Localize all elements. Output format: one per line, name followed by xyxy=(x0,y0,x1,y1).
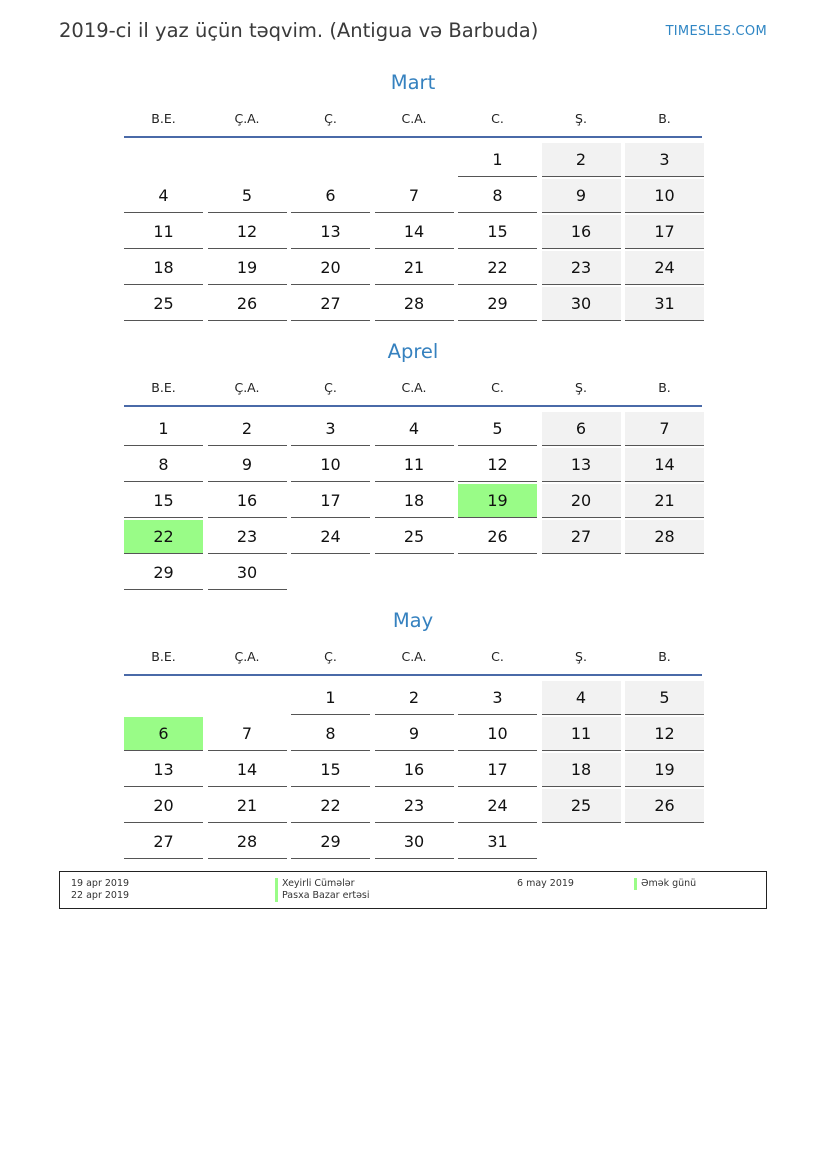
day-cell: 3 xyxy=(625,143,704,177)
day-cell: 9 xyxy=(542,179,621,213)
legend-holiday-name: Pasxa Bazar ertəsi xyxy=(282,890,370,901)
month-calendar xyxy=(124,340,702,592)
day-cell: 31 xyxy=(458,825,537,859)
day-cell: 2 xyxy=(208,412,287,446)
day-cell: 26 xyxy=(625,789,704,823)
weekday-label: C.A. xyxy=(401,111,427,126)
header-divider xyxy=(124,674,702,676)
day-cell: 2 xyxy=(542,143,621,177)
holiday-day-cell: 22 xyxy=(124,520,203,554)
day-cell: 20 xyxy=(124,789,203,823)
holiday-day-cell: 19 xyxy=(458,484,537,518)
day-cell: 27 xyxy=(124,825,203,859)
weekday-label: B. xyxy=(658,380,671,395)
empty-cell xyxy=(291,143,370,177)
day-cell: 8 xyxy=(124,448,203,482)
empty-cell xyxy=(375,143,454,177)
weekday-label: Ç.A. xyxy=(234,649,260,664)
day-cell: 8 xyxy=(291,717,370,751)
day-cell: 1 xyxy=(291,681,370,715)
day-cell: 17 xyxy=(291,484,370,518)
day-cell: 4 xyxy=(542,681,621,715)
day-cell: 1 xyxy=(124,412,203,446)
day-cell: 29 xyxy=(291,825,370,859)
day-cell: 3 xyxy=(291,412,370,446)
day-cell: 21 xyxy=(625,484,704,518)
weekday-label: B.E. xyxy=(151,649,176,664)
day-cell: 12 xyxy=(458,448,537,482)
empty-cell xyxy=(124,681,203,715)
empty-cell xyxy=(208,681,287,715)
day-cell: 30 xyxy=(375,825,454,859)
day-cell: 30 xyxy=(542,287,621,321)
weekday-label: C. xyxy=(491,380,504,395)
day-cell: 18 xyxy=(124,251,203,285)
empty-cell xyxy=(208,143,287,177)
day-cell: 20 xyxy=(291,251,370,285)
page-title: 2019-ci il yaz üçün təqvim. (Antigua və Barbuda) xyxy=(59,19,539,42)
day-cell: 5 xyxy=(625,681,704,715)
day-cell: 28 xyxy=(375,287,454,321)
day-cell: 16 xyxy=(375,753,454,787)
day-cell: 13 xyxy=(542,448,621,482)
day-cell: 16 xyxy=(542,215,621,249)
day-cell: 19 xyxy=(625,753,704,787)
month-calendar xyxy=(124,71,702,323)
holiday-day-cell: 6 xyxy=(124,717,203,751)
day-cell: 23 xyxy=(208,520,287,554)
day-cell: 25 xyxy=(375,520,454,554)
day-cell: 26 xyxy=(458,520,537,554)
weekday-header xyxy=(124,646,702,668)
day-grid xyxy=(124,412,702,592)
day-cell: 11 xyxy=(124,215,203,249)
day-cell: 15 xyxy=(291,753,370,787)
day-cell: 24 xyxy=(625,251,704,285)
day-cell: 2 xyxy=(375,681,454,715)
day-cell: 4 xyxy=(375,412,454,446)
day-cell: 10 xyxy=(458,717,537,751)
day-cell: 9 xyxy=(375,717,454,751)
weekday-label: Ç. xyxy=(324,380,337,395)
holiday-marker xyxy=(275,878,278,890)
legend-holiday-name: Əmək günü xyxy=(641,878,697,889)
empty-cell xyxy=(124,143,203,177)
weekday-header xyxy=(124,108,702,130)
day-cell: 21 xyxy=(375,251,454,285)
weekday-header xyxy=(124,377,702,399)
day-cell: 22 xyxy=(458,251,537,285)
weekday-label: C. xyxy=(491,111,504,126)
header-divider xyxy=(124,136,702,138)
day-cell: 14 xyxy=(375,215,454,249)
weekday-label: C.A. xyxy=(401,380,427,395)
day-cell: 6 xyxy=(291,179,370,213)
day-cell: 1 xyxy=(458,143,537,177)
weekday-label: Ş. xyxy=(575,111,587,126)
month-name: May xyxy=(392,609,434,632)
day-cell: 30 xyxy=(208,556,287,590)
day-cell: 17 xyxy=(625,215,704,249)
day-cell: 6 xyxy=(542,412,621,446)
day-cell: 20 xyxy=(542,484,621,518)
day-cell: 25 xyxy=(124,287,203,321)
day-cell: 11 xyxy=(542,717,621,751)
day-cell: 10 xyxy=(625,179,704,213)
day-cell: 16 xyxy=(208,484,287,518)
day-cell: 8 xyxy=(458,179,537,213)
day-cell: 5 xyxy=(458,412,537,446)
day-grid xyxy=(124,681,702,861)
weekday-label: B.E. xyxy=(151,111,176,126)
legend-date: 19 apr 2019 xyxy=(71,878,130,889)
day-cell: 27 xyxy=(542,520,621,554)
day-cell: 10 xyxy=(291,448,370,482)
site-link[interactable]: TIMESLES.COM xyxy=(665,24,767,39)
weekday-label: B.E. xyxy=(151,380,176,395)
legend-date: 6 may 2019 xyxy=(517,878,574,889)
day-cell: 19 xyxy=(208,251,287,285)
day-cell: 5 xyxy=(208,179,287,213)
day-cell: 24 xyxy=(291,520,370,554)
day-cell: 4 xyxy=(124,179,203,213)
day-cell: 21 xyxy=(208,789,287,823)
day-cell: 28 xyxy=(625,520,704,554)
month-calendar xyxy=(124,609,702,861)
legend-date: 22 apr 2019 xyxy=(71,890,130,901)
day-cell: 12 xyxy=(625,717,704,751)
day-cell: 14 xyxy=(208,753,287,787)
day-cell: 25 xyxy=(542,789,621,823)
weekday-label: Ş. xyxy=(575,380,587,395)
day-cell: 18 xyxy=(542,753,621,787)
day-cell: 26 xyxy=(208,287,287,321)
weekday-label: Ç. xyxy=(324,649,337,664)
month-name: Aprel xyxy=(387,340,439,363)
day-cell: 29 xyxy=(458,287,537,321)
weekday-label: Ç.A. xyxy=(234,380,260,395)
weekday-label: B. xyxy=(658,649,671,664)
weekday-label: Ç. xyxy=(324,111,337,126)
weekday-label: Ç.A. xyxy=(234,111,260,126)
weekday-label: B. xyxy=(658,111,671,126)
day-cell: 22 xyxy=(291,789,370,823)
day-cell: 28 xyxy=(208,825,287,859)
day-cell: 14 xyxy=(625,448,704,482)
day-cell: 7 xyxy=(375,179,454,213)
day-cell: 24 xyxy=(458,789,537,823)
header-divider xyxy=(124,405,702,407)
day-cell: 11 xyxy=(375,448,454,482)
day-cell: 23 xyxy=(375,789,454,823)
day-cell: 23 xyxy=(542,251,621,285)
day-cell: 17 xyxy=(458,753,537,787)
legend-holiday-name: Xeyirli Cümələr xyxy=(282,878,355,889)
day-cell: 13 xyxy=(124,753,203,787)
day-cell: 15 xyxy=(124,484,203,518)
holiday-marker xyxy=(634,878,637,890)
day-cell: 12 xyxy=(208,215,287,249)
weekday-label: Ş. xyxy=(575,649,587,664)
holiday-marker xyxy=(275,890,278,902)
day-cell: 3 xyxy=(458,681,537,715)
day-cell: 29 xyxy=(124,556,203,590)
day-cell: 27 xyxy=(291,287,370,321)
day-cell: 18 xyxy=(375,484,454,518)
day-cell: 13 xyxy=(291,215,370,249)
day-grid xyxy=(124,143,702,323)
holiday-legend xyxy=(59,871,767,909)
month-name: Mart xyxy=(390,71,436,94)
weekday-label: C. xyxy=(491,649,504,664)
day-cell: 15 xyxy=(458,215,537,249)
weekday-label: C.A. xyxy=(401,649,427,664)
day-cell: 9 xyxy=(208,448,287,482)
day-cell: 7 xyxy=(208,717,287,751)
day-cell: 31 xyxy=(625,287,704,321)
day-cell: 7 xyxy=(625,412,704,446)
